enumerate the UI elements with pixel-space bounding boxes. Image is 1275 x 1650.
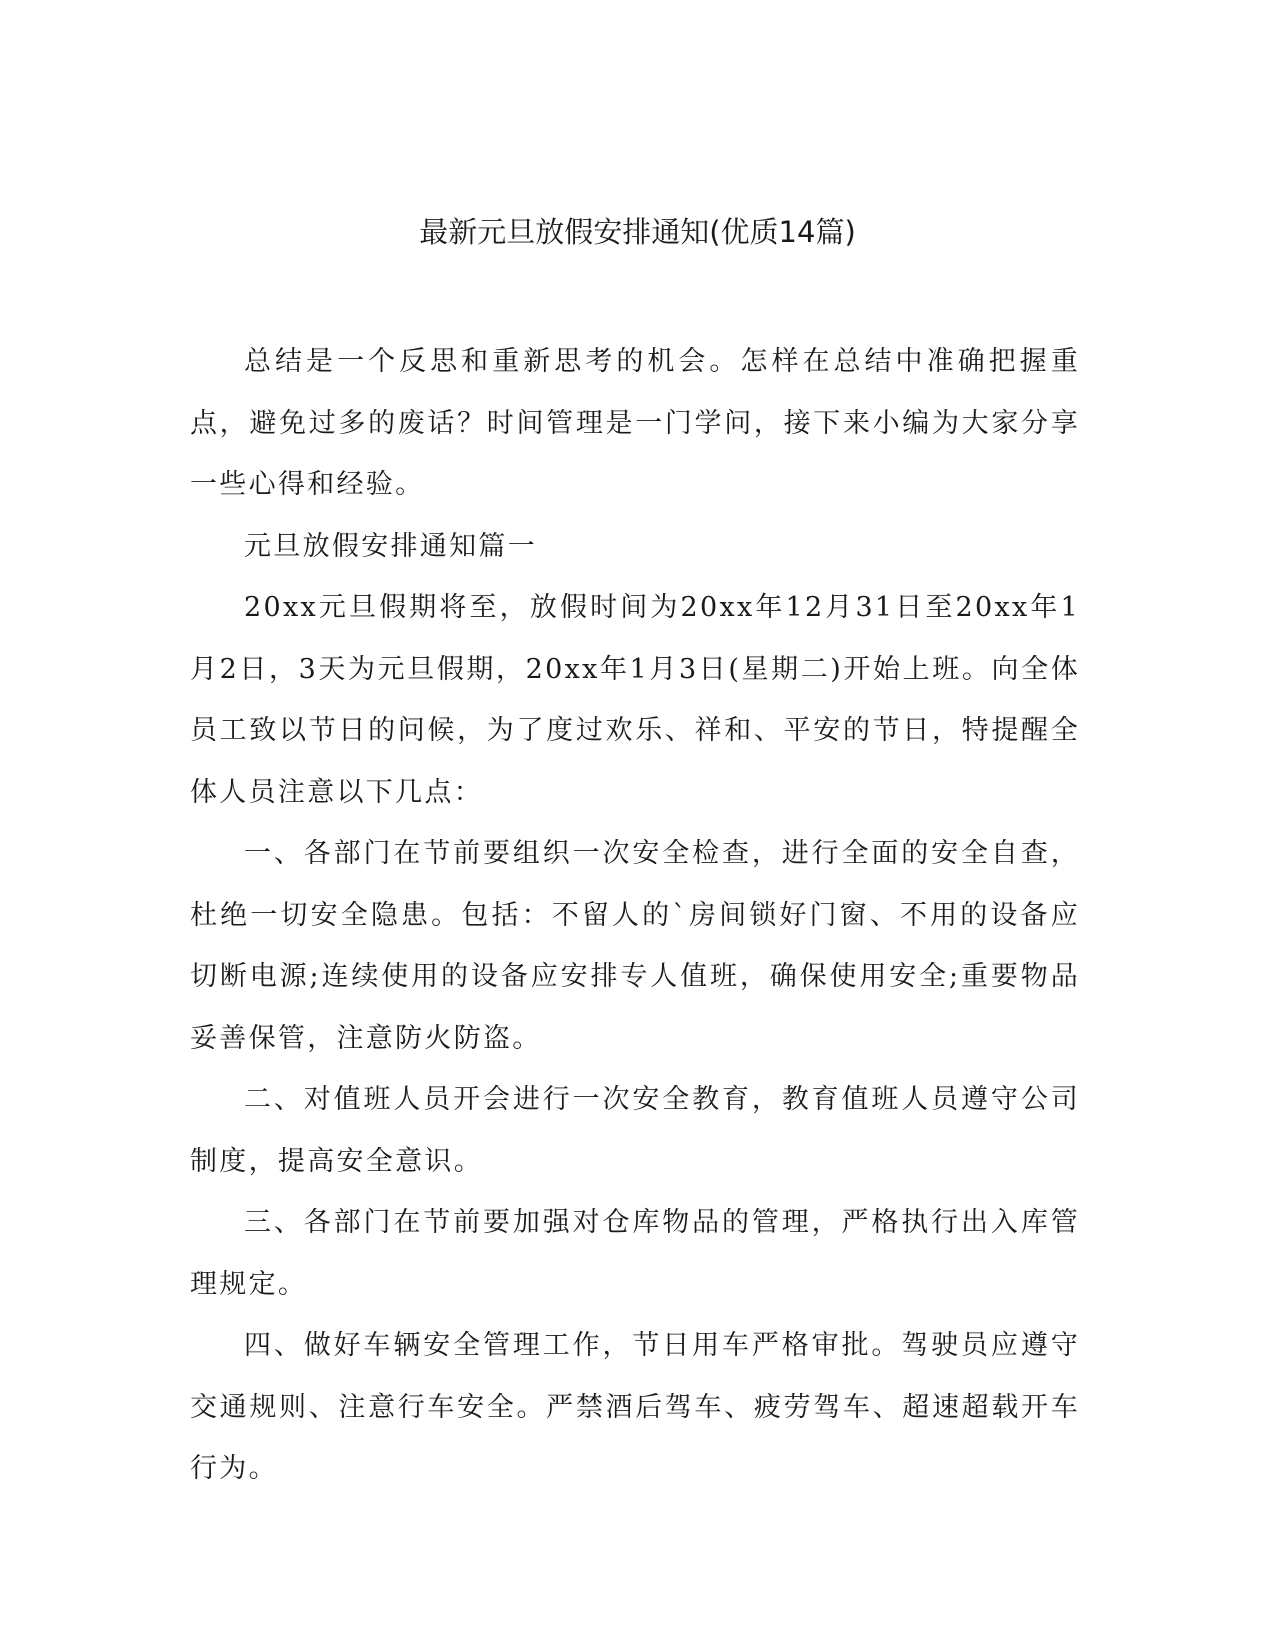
- paragraph-item-2: 二、对值班人员开会进行一次安全教育，教育值班人员遵守公司制度，提高安全意识。: [190, 1084, 1080, 1177]
- paragraph-item-3: 三、各部门在节前要加强对仓库物品的管理，严格执行出入库管理规定。: [190, 1207, 1080, 1300]
- paragraph-section-heading: 元旦放假安排通知篇一: [244, 530, 537, 562]
- paragraph-holiday-schedule: 20xx元旦假期将至，放假时间为20xx年12月31日至20xx年1月2日，3天为元旦假期，20xx年1月3日(星期二)开始上班。向全体员工致以节日的问候，为了度过欢乐、祥和、平安的节日，特提醒全体人员注意以下几点：: [190, 592, 1080, 808]
- paragraph-intro: 总结是一个反思和重新思考的机会。怎样在总结中准确把握重点，避免过多的废话？时间管理是一门学问，接下来小编为大家分享一些心得和经验。: [190, 346, 1080, 500]
- paragraph-item-1: 一、各部门在节前要组织一次安全检查，进行全面的安全自查，杜绝一切安全隐患。包括：不留人的`房间锁好门窗、不用的设备应切断电源;连续使用的设备应安排专人值班，确保使用安全;重要物品妥善保管，注意防火防盗。: [190, 838, 1080, 1054]
- paragraph-item-4: 四、做好车辆安全管理工作，节日用车严格审批。驾驶员应遵守交通规则、注意行车安全。严禁酒后驾车、疲劳驾车、超速超载开车行为。: [190, 1330, 1080, 1484]
- document-body: [190, 331, 1080, 1500]
- document-title: 最新元旦放假安排通知(优质14篇): [419, 215, 856, 249]
